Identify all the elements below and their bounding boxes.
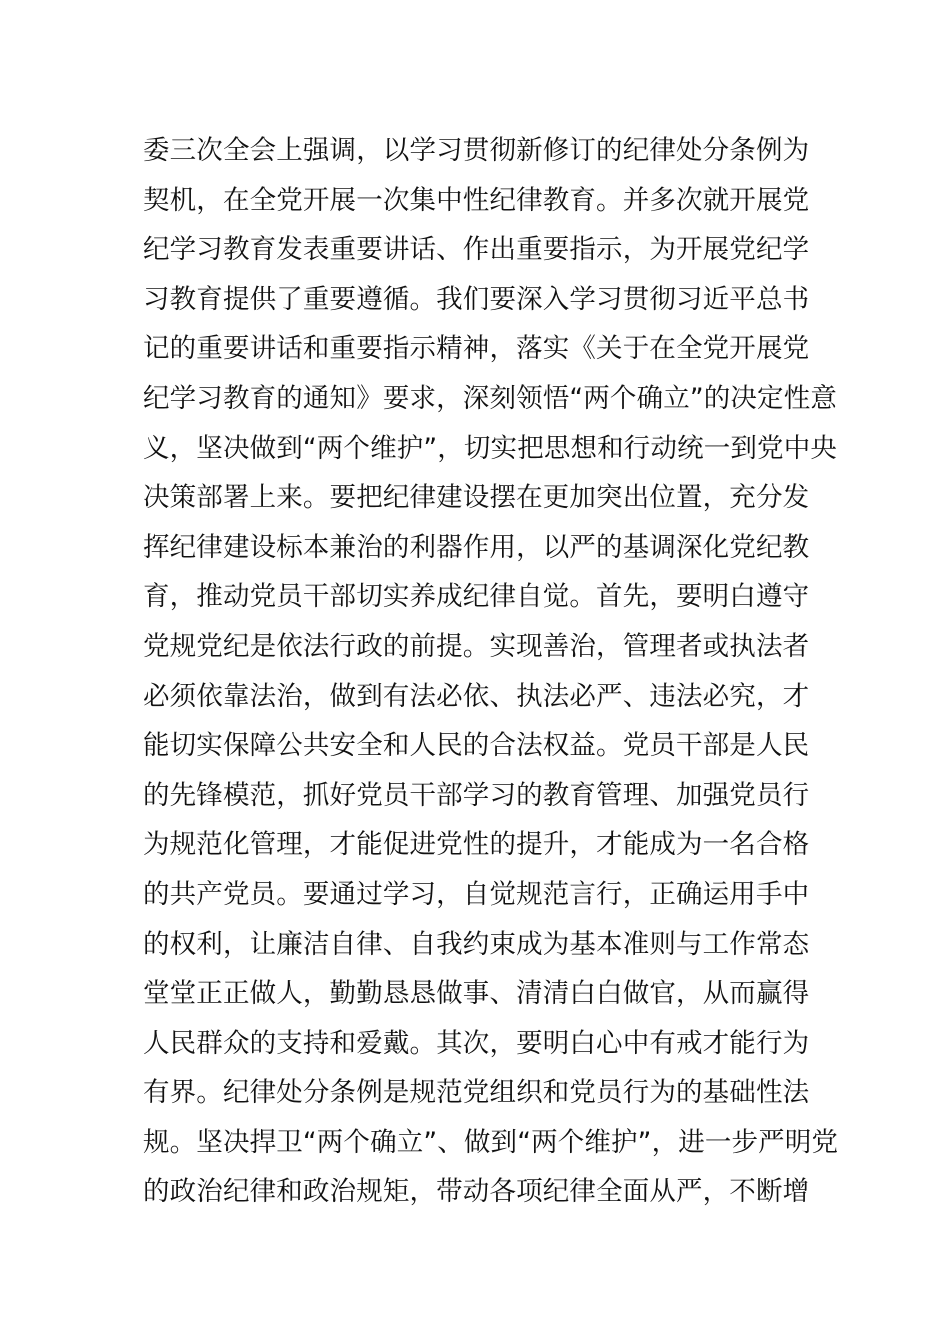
text-line-4: 习教育提供了重要遵循。我们要深入学习贯彻习近平总书: [143, 283, 810, 315]
text-line-9: 挥纪律建设标本兼治的利器作用，以严的基调深化党纪教: [143, 531, 810, 563]
text-line-16: 的共产党员。要通过学习，自觉规范言行，正确运用手中: [143, 878, 810, 910]
text-line-14: 的先锋模范，抓好党员干部学习的教育管理、加强党员行: [143, 779, 810, 811]
text-line-1: 委三次全会上强调，以学习贯彻新修订的纪律处分条例为: [143, 135, 810, 166]
text-line-7: 义，坚决做到“两个维护”，切实把思想和行动统一到党中央: [143, 432, 838, 464]
text-line-15: 为规范化管理，才能促进党性的提升，才能成为一名合格: [143, 829, 810, 861]
text-line-12: 必须依靠法治，做到有法必依、执法必严、违法必究，才: [143, 680, 810, 712]
body-text: [143, 126, 839, 1217]
text-line-5: 记的重要讲话和重要指示精神，落实《关于在全党开展党: [143, 333, 810, 365]
text-line-6: 纪学习教育的通知》要求，深刻领悟“两个确立”的决定性意: [143, 382, 838, 414]
text-line-17: 的权利，让廉洁自律、自我约束成为基本准则与工作常态: [143, 928, 810, 960]
text-line-3: 纪学习教育发表重要讲话、作出重要指示，为开展党纪学: [143, 234, 810, 266]
text-line-13: 能切实保障公共安全和人民的合法权益。党员干部是人民: [143, 730, 810, 762]
text-line-19: 人民群众的支持和爱戴。其次，要明白心中有戒才能行为: [143, 1027, 810, 1059]
text-line-10: 育，推动党员干部切实养成纪律自觉。首先，要明白遵守: [143, 581, 810, 613]
text-line-11: 党规党纪是依法行政的前提。实现善治，管理者或执法者: [143, 630, 810, 662]
text-line-2: 契机，在全党开展一次集中性纪律教育。并多次就开展党: [143, 184, 810, 216]
text-line-8: 决策部署上来。要把纪律建设摆在更加突出位置，充分发: [143, 482, 810, 514]
text-line-21: 规。坚决捍卫“两个确立”、做到“两个维护”，进一步严明党: [143, 1126, 839, 1158]
text-line-22: 的政治纪律和政治规矩，带动各项纪律全面从严，不断增: [143, 1176, 810, 1208]
text-line-20: 有界。纪律处分条例是规范党组织和党员行为的基础性法: [143, 1077, 810, 1109]
text-line-18: 堂堂正正做人，勤勤恳恳做事、清清白白做官，从而赢得: [143, 978, 810, 1010]
